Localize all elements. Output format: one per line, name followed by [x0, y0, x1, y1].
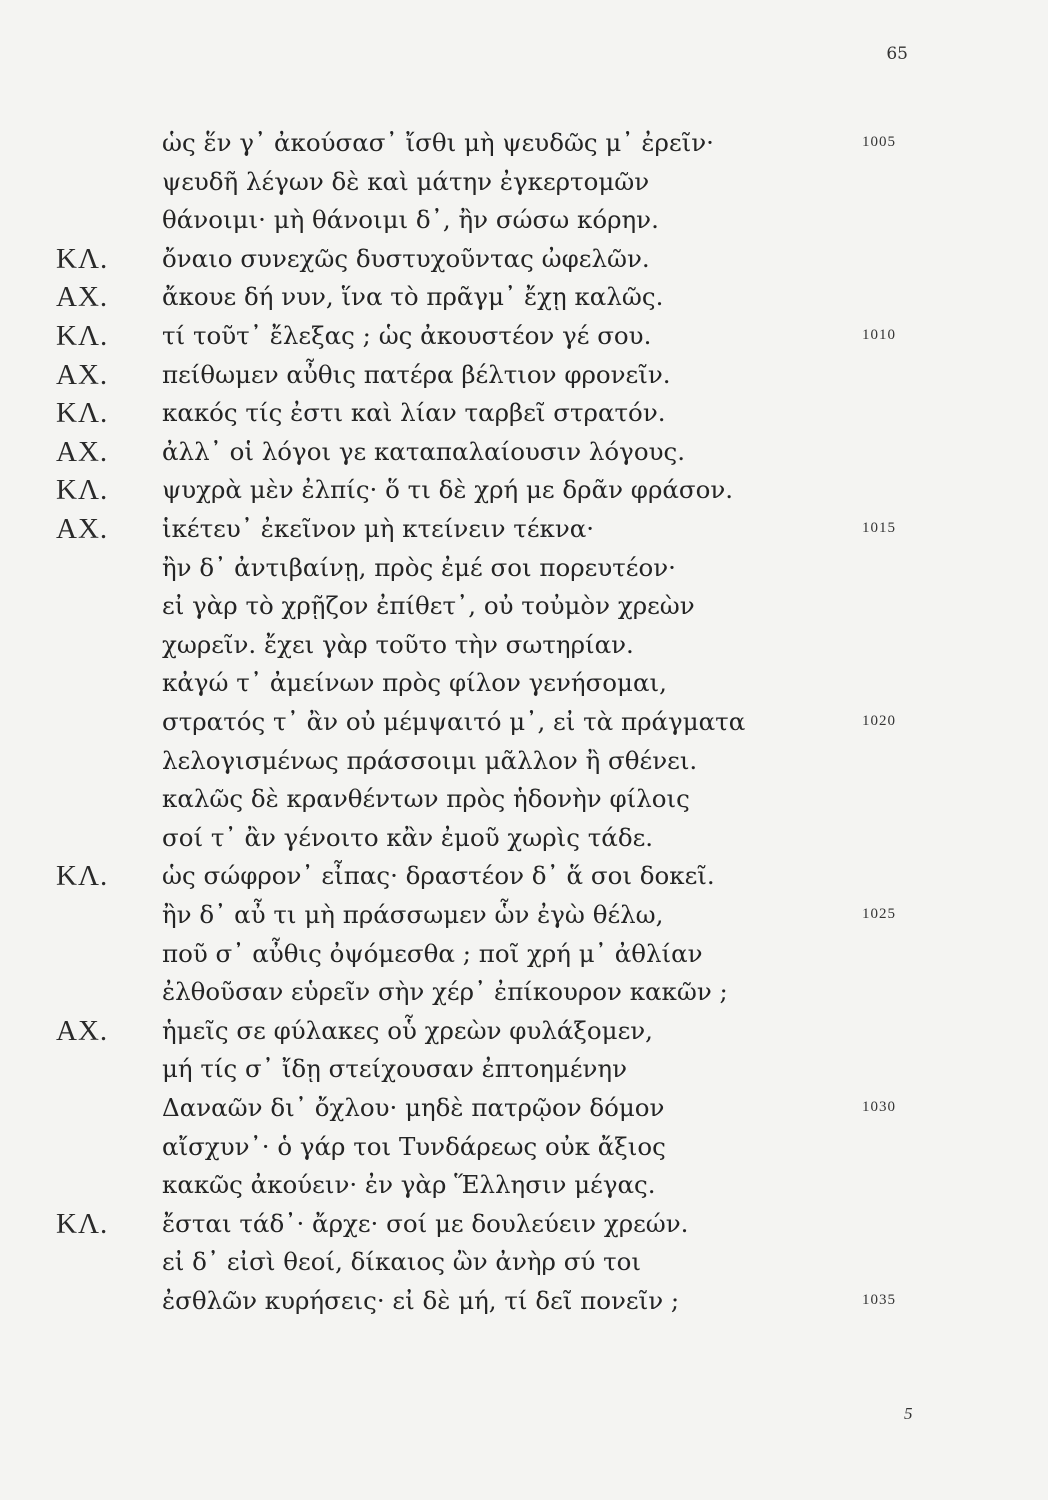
line-number: 1025 — [862, 906, 896, 922]
verse-text: τί τοῦτ᾽ ἔλεξας ; ὡς ἀκουστέον γέ σου. — [162, 321, 652, 350]
speaker-label: ΚΛ. — [56, 1207, 109, 1240]
verse-line — [0, 1128, 1048, 1166]
verse-text: λελογισμένως πράσσοιμι μᾶλλον ἢ σθένει. — [162, 745, 698, 775]
verse-text: στρατός τ᾽ ἂν οὐ μέμψαιτό μ᾽, εἰ τὰ πράγματα — [162, 707, 746, 736]
verse-text: κακός τίς ἐστι καὶ λίαν ταρβεῖ στρατόν. — [162, 398, 666, 428]
verse-text: καλῶς δὲ κρανθέντων πρὸς ἡδονὴν φίλοις — [162, 784, 690, 814]
verse-line — [0, 703, 1048, 741]
verse-line — [0, 201, 1048, 239]
verse-line — [0, 433, 1048, 471]
verse-line — [0, 317, 1048, 355]
verse-line — [0, 1012, 1048, 1050]
speaker-label: ΚΛ. — [56, 242, 109, 275]
verse-text: χωρεῖν. ἔχει γὰρ τοῦτο τὴν σωτηρίαν. — [162, 629, 634, 659]
verse-text: ἔσται τάδ᾽· ἄρχε· σοί με δουλεύειν χρεών. — [162, 1208, 689, 1238]
speaker-label: ΚΛ. — [56, 474, 109, 507]
line-number: 1010 — [862, 327, 896, 343]
verse-text: μή τίς σ᾽ ἴδῃ στείχουσαν ἐπτοημένην — [162, 1054, 627, 1084]
verse-text: ἀλλ᾽ οἱ λόγοι γε καταπαλαίουσιν λόγους. — [162, 436, 685, 466]
speaker-label: ΑΧ. — [56, 281, 109, 314]
verse-text: ποῦ σ᾽ αὖθις ὀψόμεσθα ; ποῖ χρή μ᾽ ἀθλίαν — [162, 938, 703, 968]
speaker-label: ΚΛ. — [56, 860, 109, 893]
verse-line — [0, 394, 1048, 432]
verse-text: ψυχρὰ μὲν ἐλπίς· ὅ τι δὲ χρή με δρᾶν φράσον. — [162, 475, 734, 505]
line-number: 1035 — [862, 1292, 896, 1308]
verse-text: ὡς ἕν γ᾽ ἀκούσασ᾽ ἴσθι μὴ ψευδῶς μ᾽ ἐρεῖν· — [162, 128, 714, 157]
verse-line — [0, 896, 1048, 934]
verse-line — [0, 973, 1048, 1011]
verse-text: ἡμεῖς σε φύλακες οὗ χρεὼν φυλάξομεν, — [162, 1015, 653, 1045]
line-number: 1005 — [862, 134, 896, 150]
verse-line — [0, 1282, 1048, 1320]
line-number: 1020 — [862, 713, 896, 729]
speaker-label: ΚΛ. — [56, 397, 109, 430]
speaker-label: ΚΛ. — [56, 320, 109, 352]
verse-text: ὄναιο συνεχῶς δυστυχοῦντας ὠφελῶν. — [162, 243, 650, 273]
verse-text: ὡς σώφρον᾽ εἶπας· δραστέον δ᾽ ἅ σοι δοκεῖ. — [162, 861, 715, 891]
verse-text: κἀγώ τ᾽ ἀμείνων πρὸς φίλον γενήσομαι, — [162, 668, 667, 698]
verse-text: εἰ δ᾽ εἰσὶ θεοί, δίκαιος ὢν ἀνὴρ σύ τοι — [162, 1247, 642, 1277]
verse-text: Δαναῶν δι᾽ ὄχλου· μηδὲ πατρῷον δόμον — [162, 1093, 665, 1122]
verse-line — [0, 857, 1048, 895]
verse-line — [0, 510, 1048, 548]
verse-text: εἰ γὰρ τὸ χρῇζον ἐπίθετ᾽, οὐ τοὐμὸν χρεὼν — [162, 591, 695, 621]
verse-line — [0, 587, 1048, 625]
verse-line — [0, 742, 1048, 780]
verse-text: θάνοιμι· μὴ θάνοιμι δ᾽, ἢν σώσω κόρην. — [162, 205, 659, 235]
verse-line — [0, 935, 1048, 973]
verse-line — [0, 471, 1048, 509]
verse-line — [0, 549, 1048, 587]
line-number: 1015 — [862, 520, 896, 536]
speaker-label: ΑΧ. — [56, 358, 109, 391]
verse-text: σοί τ᾽ ἂν γένοιτο κἂν ἐμοῦ χωρὶς τάδε. — [162, 822, 654, 852]
verse-text: πείθωμεν αὖθις πατέρα βέλτιον φρονεῖν. — [162, 359, 671, 389]
speaker-label: ΑΧ. — [56, 435, 109, 468]
verse-text: ἢν δ᾽ ἀντιβαίνῃ, πρὸς ἐμέ σοι πορευτέον· — [162, 552, 676, 582]
verse-line — [0, 240, 1048, 278]
verse-text: ἐσθλῶν κυρήσεις· εἰ δὲ μή, τί δεῖ πονεῖν ; — [162, 1286, 680, 1315]
verse-line — [0, 664, 1048, 702]
speaker-label: ΑΧ. — [56, 1014, 109, 1047]
verse-text: ἄκουε δή νυν, ἵνα τὸ πρᾶγμ᾽ ἔχῃ καλῶς. — [162, 282, 664, 312]
verse-text: ἐλθοῦσαν εὑρεῖν σὴν χέρ᾽ ἐπίκουρον κακῶν ; — [162, 977, 728, 1007]
verse-line — [0, 1089, 1048, 1127]
verse-line — [0, 356, 1048, 394]
verse-text: αἴσχυν᾽· ὁ γάρ τοι Τυνδάρεως οὐκ ἄξιος — [162, 1131, 666, 1161]
verse-line — [0, 1166, 1048, 1204]
verse-text: ψευδῆ λέγων δὲ καὶ μάτην ἐγκερτομῶν — [162, 166, 650, 196]
verse-line — [0, 626, 1048, 664]
verse-text: ἱκέτευ᾽ ἐκεῖνον μὴ κτείνειν τέκνα· — [162, 514, 595, 543]
verse-line — [0, 780, 1048, 818]
page-number: 65 — [886, 44, 908, 64]
line-number: 1030 — [862, 1099, 896, 1115]
verse-line — [0, 278, 1048, 316]
verse-line — [0, 124, 1048, 162]
verse-text: κακῶς ἀκούειν· ἐν γὰρ Ἕλλησιν μέγας. — [162, 1170, 656, 1200]
verse-line — [0, 1243, 1048, 1281]
speaker-label: ΑΧ. — [56, 513, 109, 545]
verse-line — [0, 163, 1048, 201]
verse-line — [0, 1205, 1048, 1243]
verse-line — [0, 819, 1048, 857]
verse-text: ἢν δ᾽ αὖ τι μὴ πράσσωμεν ὧν ἐγὼ θέλω, — [162, 900, 664, 929]
verse-line — [0, 1050, 1048, 1088]
signature-mark: 5 — [904, 1404, 913, 1423]
